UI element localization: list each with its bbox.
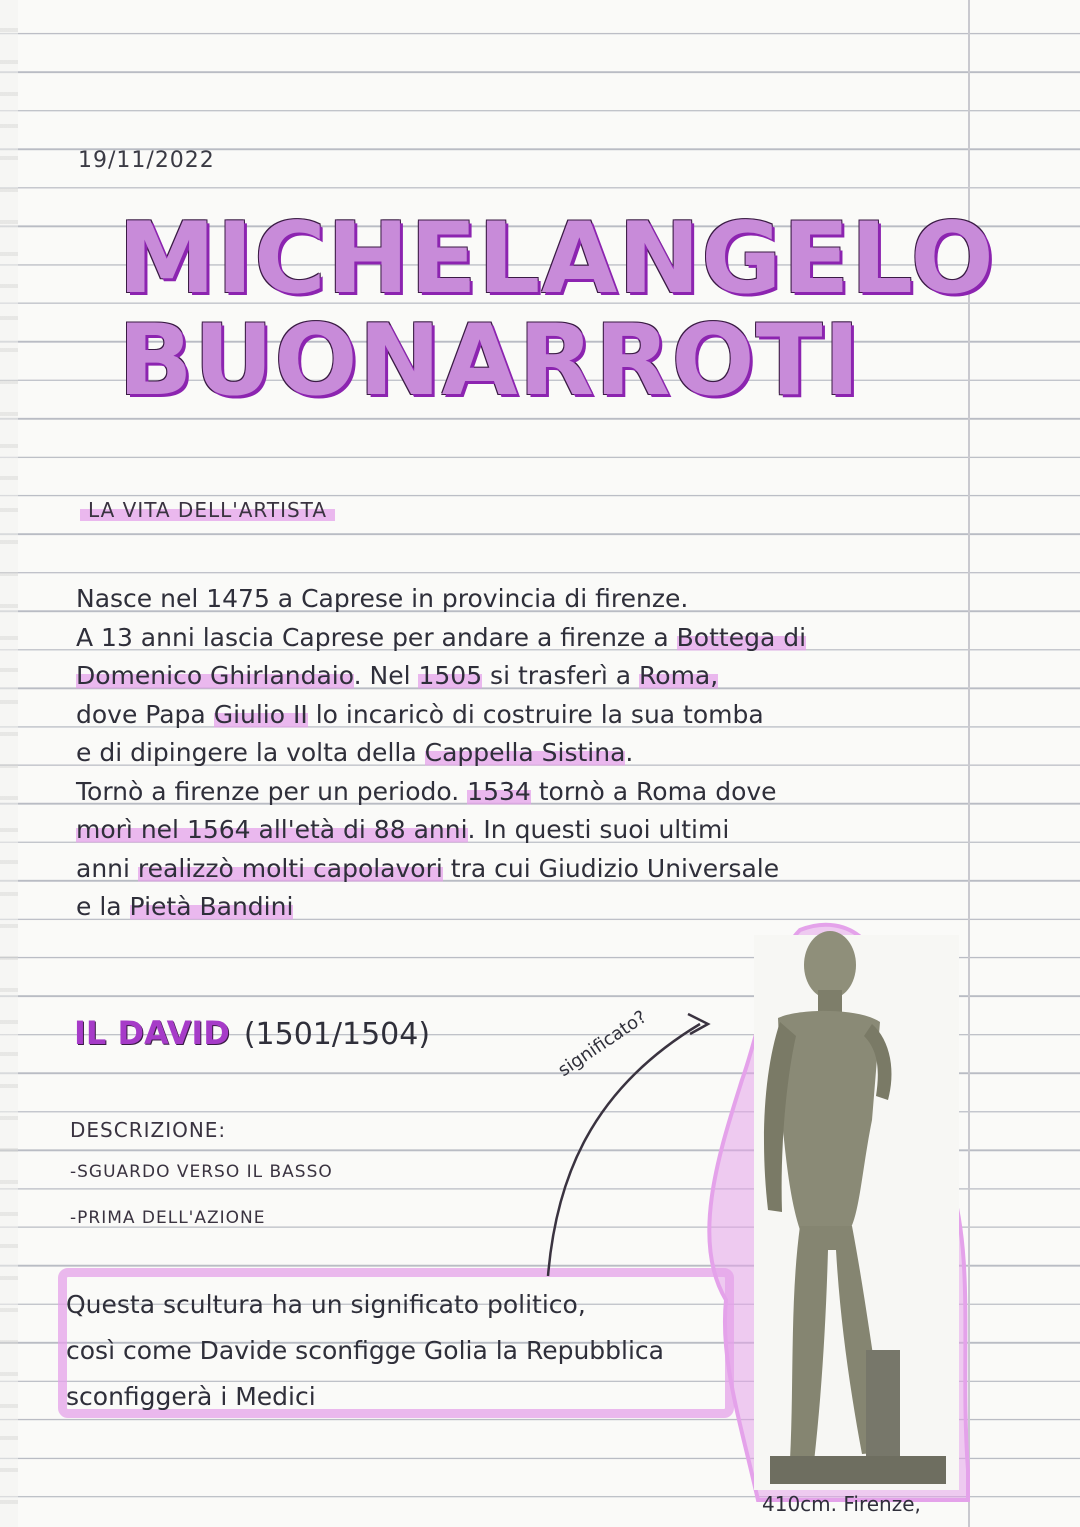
paragraph-line: e di dipingere la volta della Cappella Sistina. bbox=[76, 738, 634, 767]
description-item: -SGUARDO VERSO IL BASSO bbox=[70, 1162, 333, 1182]
paragraph-line: dove Papa Giulio II lo incaricò di costruire la sua tomba bbox=[76, 699, 764, 729]
paragraph-line: Domenico Ghirlandaio. Nel 1505 si trasferì a Roma, bbox=[76, 661, 719, 690]
note-line: così come Davide sconfigge Golia la Repubblica bbox=[66, 1336, 664, 1365]
paragraph-line: e la Pietà Bandini bbox=[76, 892, 294, 921]
section-heading: LA VITA DELL'ARTISTA bbox=[80, 498, 335, 522]
statue-base bbox=[770, 1456, 946, 1484]
paragraph-line: Nasce nel 1475 a Caprese in provincia di firenze. bbox=[76, 584, 689, 613]
title-line-1: MICHELANGELO bbox=[118, 202, 995, 316]
description-label: DESCRIZIONE: bbox=[70, 1118, 227, 1142]
paragraph-line: A 13 anni lascia Caprese per andare a firenze a Bottega di bbox=[76, 622, 807, 652]
statue-head bbox=[804, 931, 856, 999]
statue-caption: 410cm. Firenze, bbox=[762, 1492, 921, 1516]
note-line: Questa scultura ha un significato politico, bbox=[66, 1290, 586, 1319]
note-line: sconfiggerà i Medici bbox=[66, 1382, 316, 1411]
paragraph-line: morì nel 1564 all'età di 88 anni. In questi suoi ultimi bbox=[76, 815, 730, 844]
paragraph-line: anni realizzò molti capolavori tra cui Giudizio Universale bbox=[76, 853, 780, 883]
date: 19/11/2022 bbox=[78, 148, 215, 173]
david-name: IL DAVID bbox=[74, 1014, 230, 1052]
title-line-2: BUONARROTI bbox=[118, 304, 861, 418]
annotation-text: significato? bbox=[554, 1006, 651, 1081]
statue-stump bbox=[866, 1350, 900, 1460]
paragraph-line: Tornò a firenze per un periodo. 1534 tornò a Roma dove bbox=[76, 776, 777, 806]
description-item: -PRIMA DELL'AZIONE bbox=[70, 1208, 266, 1228]
david-statue-image bbox=[709, 925, 968, 1500]
annotation-arrow bbox=[548, 1024, 700, 1276]
david-years: (1501/1504) bbox=[243, 1017, 431, 1052]
